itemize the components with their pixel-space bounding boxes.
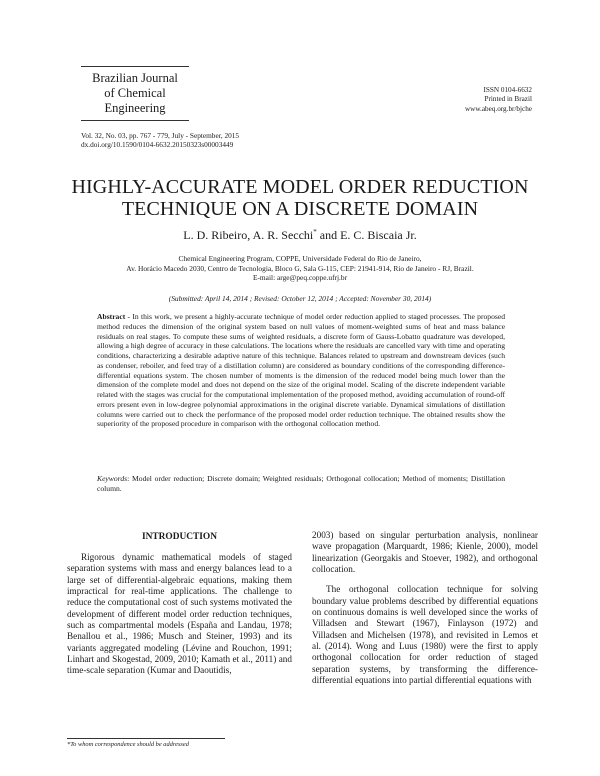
title-line: TECHNIQUE ON A DISCRETE DOMAIN: [121, 198, 479, 220]
issn-block: [392, 86, 532, 114]
title-line: HIGHLY-ACCURATE MODEL ORDER REDUCTION: [71, 176, 529, 198]
journal-name-line: Brazilian Journal: [92, 71, 178, 85]
author-email[interactable]: E-mail: arge@peq.coppe.ufrj.br: [252, 273, 348, 283]
footnote-text: To whom correspondence should be addressed: [70, 741, 189, 748]
abstract-label: Abstract: [97, 312, 126, 321]
body-paragraph: The orthogonal collocation technique for solving boundary value problems described by differential equations on continuous domains is well developed since the works of Villadsen and Stewart (1967), Finlayson (1972) and Villadsen and Michelsen (1978), and revisited in Lemos et al. (2014). Wong and Luus (1980) were the first to apply orthogonal collocation for order reduction of staged separation systems, by transforming the difference-differential equations into partial differential equations with: [312, 584, 538, 686]
printed-in: Printed in Brazil: [484, 95, 532, 104]
issn-number: ISSN 0104-6632: [483, 86, 532, 94]
authors-part: L. D. Ribeiro, A. R. Secchi: [183, 228, 314, 242]
affiliation-line: Av. Horácio Macedo 2030, Centro de Tecnologia, Bloco G, Sala G-115, CEP: 21941-914, Rio de Janeiro - RJ, Brazil.: [126, 263, 474, 273]
body-column-right: [312, 530, 538, 686]
affiliation: [60, 254, 540, 283]
volume-info-block: [81, 131, 239, 149]
section-heading-introduction: INTRODUCTION: [141, 532, 217, 542]
authors-part: and E. C. Biscaia Jr.: [316, 228, 417, 242]
keywords: [97, 474, 505, 494]
volume-info: Vol. 32, No. 03, pp. 767 - 779, July - September, 2015: [81, 131, 240, 140]
doi-link[interactable]: dx.doi.org/10.1590/0104-6632.20150323s00003449: [81, 140, 234, 149]
journal-website-link[interactable]: www.abeq.org.br/bjche: [464, 104, 532, 113]
footnote-divider: [67, 738, 225, 739]
journal-name-box: [81, 66, 189, 121]
journal-name-line: of Chemical: [104, 86, 166, 100]
affiliation-line: Chemical Engineering Program, COPPE, Universidade Federal do Rio de Janeiro,: [178, 254, 422, 263]
paper-title: [40, 176, 560, 220]
abstract: [97, 312, 505, 429]
journal-name-line: Engineering: [104, 101, 166, 115]
author-list: [60, 228, 540, 243]
abstract-text: - In this work, we present a highly-accurate technique of model order reduction applied to staged processes. The proposed method reduces the dimension of the original system based on null values of moment-weighted sums of heat and mass balance residuals on real stages. To compute these sums of weighted residuals, a discrete form of Gauss-Lobatto quadrature was developed, allowing a high degree of accuracy in these calculations. The locations where the residuals are cancelled vary with time and operating conditions, characterizing a desirable adaptive nature of this technique. Balances related to upstream and downstream devices (such as condenser, reboiler, and feed tray of a distillation column) are considered as boundary conditions of the corresponding difference-differential equations system. The chosen number of moments is the dimension of the reduced model being much lower than the dimension of the complete model and does not depend on the size of the original model. Scaling of the discrete independent variable related with the stages was crucial for the computational implementation of the proposed method, avoiding accumulation of round-off errors present even in low-degree polynomial approximations in the original discrete variable. Dynamical simulations of distillation columns were carried out to check the performance of the proposed model order reduction technique. The obtained results show the superiority of the proposed procedure in comparison with the orthogonal collocation method.: [97, 312, 505, 429]
footnote: [67, 741, 189, 748]
corresponding-author-mark: *: [313, 228, 317, 236]
keywords-label: Keywords: [97, 474, 128, 483]
body-column-left: [67, 552, 292, 677]
body-paragraph: Rigorous dynamic mathematical models of staged separation systems with mass and energy balances lead to a large set of differential-algebraic equations, making them impractical for real-time applications. The challenge to reduce the computational cost of such systems motivated the development of different model order reduction techniques, such as compartmental models (España and Landau, 1978; Benallou et al., 1986; Musch and Steiner, 1993) and its variants aggregated modeling (Lévine and Rouchon, 1991; Linhart and Skogestad, 2009, 2010; Kamath et al., 2011) and time-scale separation (Kumar and Daoutidis,: [67, 552, 292, 676]
keywords-text: : Model order reduction; Discrete domain; Weighted residuals; Orthogonal collocation; Method of moments; Distillation column.: [97, 474, 505, 493]
submission-dates: (Submitted: April 14, 2014 ; Revised: October 12, 2014 ; Accepted: November 30, 2014): [168, 294, 432, 303]
footnote-mark: *: [67, 741, 71, 748]
body-paragraph: 2003) based on singular perturbation analysis, nonlinear wave propagation (Marquardt, 1986; Kienle, 2000), model linearization (Georgakis and Stoever, 1982), and orthogonal collocation.: [312, 530, 538, 575]
